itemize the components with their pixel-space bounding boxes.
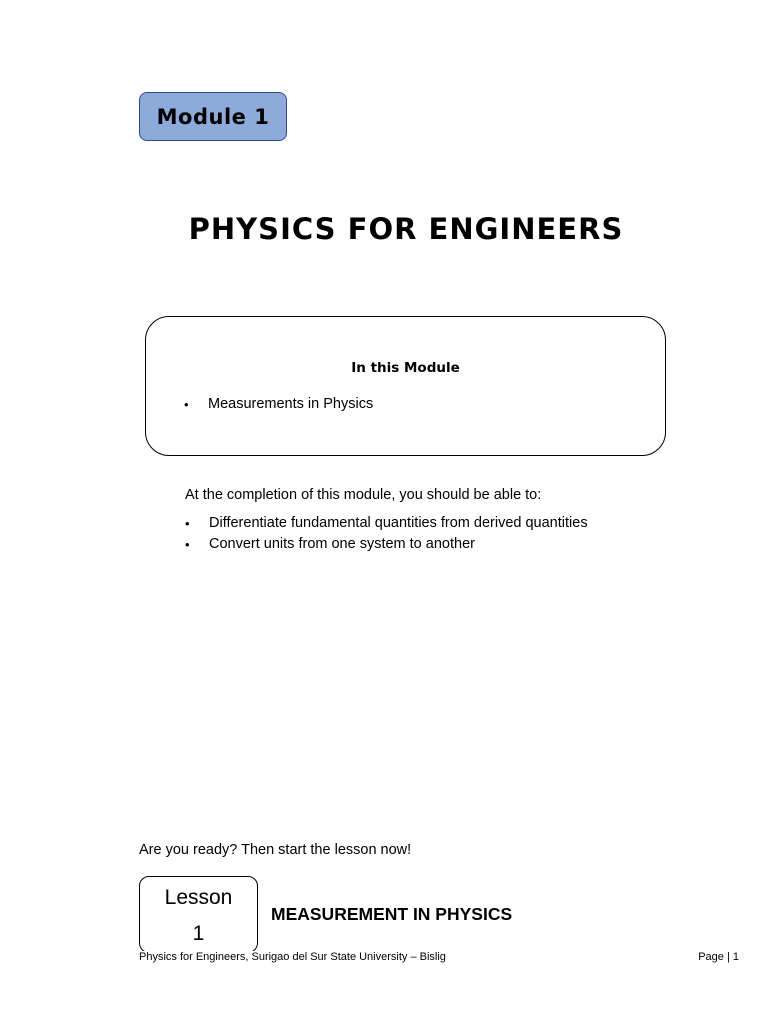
in-this-module-box (145, 316, 666, 456)
ready-prompt: Are you ready? Then start the lesson now! (139, 842, 412, 858)
course-title: PHYSICS FOR ENGINEERS (188, 212, 624, 246)
module-label: Module 1 (156, 104, 270, 129)
bullet-glyph: • (184, 397, 189, 412)
lesson-number: 1 (192, 922, 205, 945)
lesson-title: MEASUREMENT IN PHYSICS (271, 904, 513, 924)
lesson-badge (139, 876, 258, 953)
module-badge (139, 92, 287, 141)
bullet-glyph: • (185, 537, 190, 552)
lesson-label: Lesson (164, 886, 233, 909)
module-topic-item: Measurements in Physics (208, 396, 374, 412)
objective-item: Convert units from one system to another (209, 536, 475, 552)
footer-source: Physics for Engineers, Surigao del Sur State University – Bislig (139, 951, 446, 963)
footer-page-number: Page | 1 (698, 951, 739, 963)
in-this-module-heading: In this Module (351, 360, 460, 376)
objectives-intro: At the completion of this module, you should be able to: (185, 487, 542, 503)
bullet-glyph: • (185, 516, 190, 531)
objective-item: Differentiate fundamental quantities from derived quantities (209, 515, 588, 531)
